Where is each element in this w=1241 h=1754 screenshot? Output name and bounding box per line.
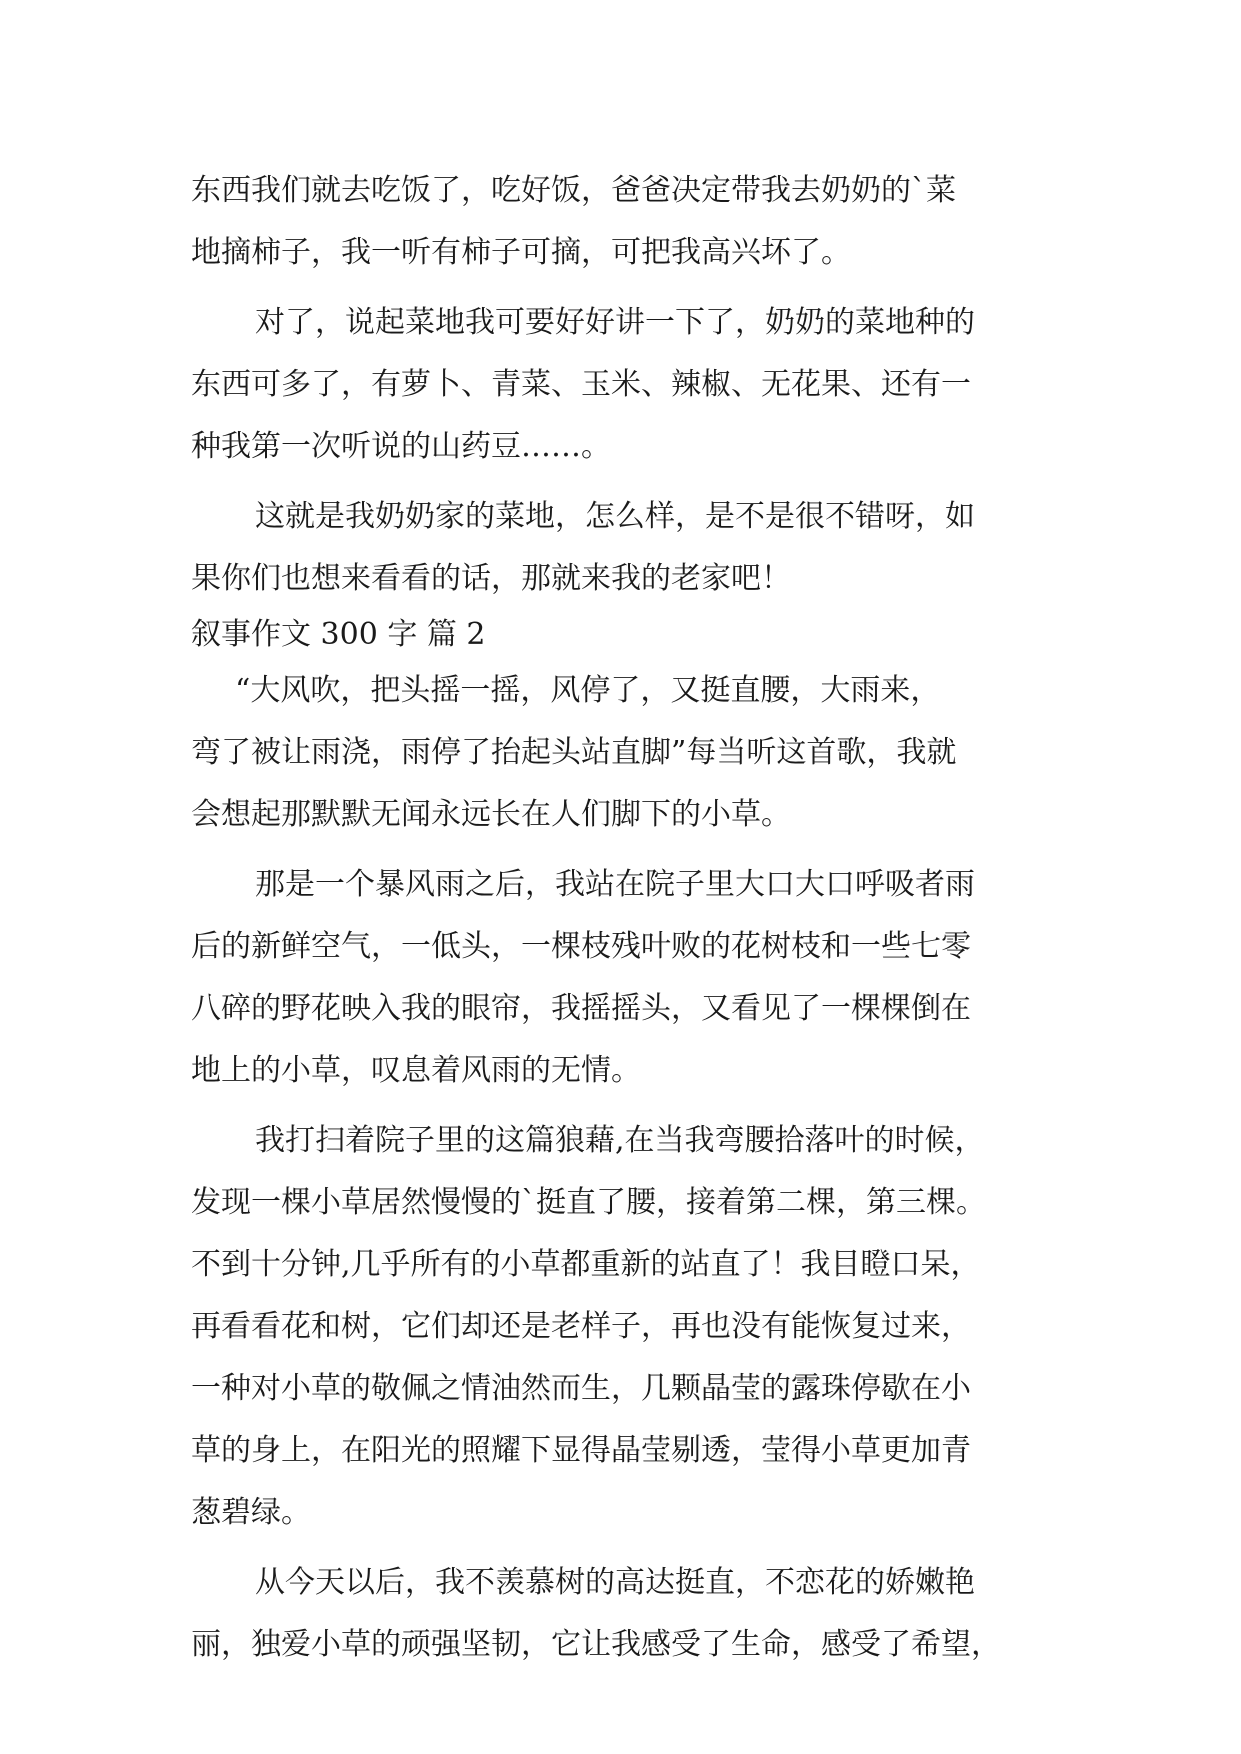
text-line: 发现一棵小草居然慢慢的`挺直了腰，接着第二棵，第三棵。 <box>191 1185 986 1220</box>
paragraph-storm <box>191 854 1051 1102</box>
continuation-paragraph <box>191 160 1051 284</box>
text-line: 东西可多了，有萝卜、青菜、玉米、辣椒、无花果、还有一 <box>191 367 971 402</box>
paragraph-conclusion <box>191 1552 1051 1676</box>
paragraph-invitation <box>191 486 1051 610</box>
text-line: 东西我们就去吃饭了，吃好饭，爸爸决定带我去奶奶的`菜 <box>191 173 956 208</box>
text-line: “大风吹，把头摇一摇，风停了，又挺直腰，大雨来， <box>235 673 941 708</box>
text-line: 种我第一次听说的山药豆……。 <box>191 429 611 464</box>
text-line: 后的新鲜空气，一低头，一棵枝残叶败的花树枝和一些七零 <box>191 929 971 964</box>
text-line: 那是一个暴风雨之后，我站在院子里大口大口呼吸者雨 <box>255 867 975 902</box>
text-line: 地摘柿子，我一听有柿子可摘，可把我高兴坏了。 <box>191 235 851 270</box>
text-line: 再看看花和树，它们却还是老样子，再也没有能恢复过来， <box>191 1309 971 1344</box>
text-line: 会想起那默默无闻永远长在人们脚下的小草。 <box>191 797 791 832</box>
text-line: 八碎的野花映入我的眼帘，我摇摇头，又看见了一棵棵倒在 <box>191 991 971 1026</box>
paragraph-vegetable-garden <box>191 292 1051 478</box>
text-line: 对了，说起菜地我可要好好讲一下了，奶奶的菜地种的 <box>255 305 975 340</box>
text-line: 葱碧绿。 <box>191 1495 311 1530</box>
text-line: 一种对小草的敬佩之情油然而生，几颗晶莹的露珠停歇在小 <box>191 1371 971 1406</box>
text-line: 弯了被让雨浇，雨停了抬起头站直脚”每当听这首歌，我就 <box>191 735 957 770</box>
text-line: 果你们也想来看看的话，那就来我的老家吧！ <box>191 561 791 596</box>
section-heading: 叙事作文 300 字 篇 2 <box>191 617 486 652</box>
text-line: 丽，独爱小草的顽强坚韧，它让我感受了生命，感受了希望， <box>191 1627 1001 1662</box>
paragraph-song <box>191 660 1051 846</box>
text-line: 这就是我奶奶家的菜地，怎么样，是不是很不错呀，如 <box>255 499 975 534</box>
text-line: 从今天以后，我不羡慕树的高达挺直，不恋花的娇嫩艳 <box>255 1565 975 1600</box>
text-line: 地上的小草，叹息着风雨的无情。 <box>191 1053 641 1088</box>
text-line: 不到十分钟,几乎所有的小草都重新的站直了！我目瞪口呆， <box>191 1247 981 1282</box>
article-body <box>191 160 1051 1676</box>
paragraph-grass-recovers <box>191 1110 1051 1544</box>
text-line: 草的身上，在阳光的照耀下显得晶莹剔透，莹得小草更加青 <box>191 1433 971 1468</box>
text-line: 我打扫着院子里的这篇狼藉,在当我弯腰拾落叶的时候， <box>255 1123 985 1158</box>
